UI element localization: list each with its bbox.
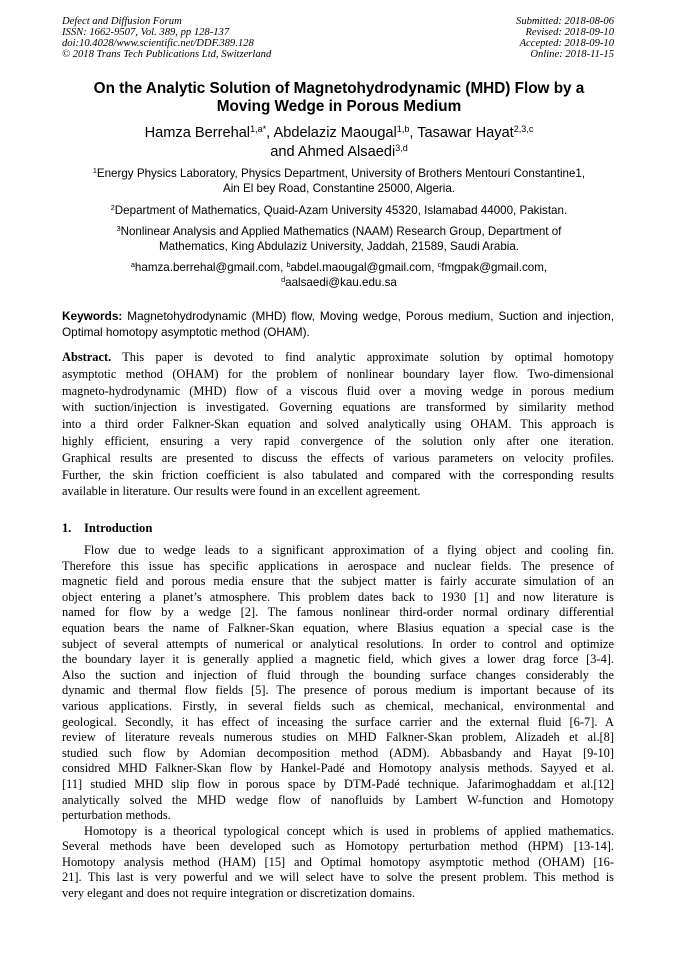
online-date: Online: 2018-11-15 bbox=[530, 49, 614, 60]
abstract-line: Further, the skin friction coefficient is also tabulated and compared with the corresponding results bbox=[62, 467, 614, 482]
authors bbox=[40, 124, 638, 162]
abstract-line: available in literature. Our results were found in an excellent agreement. bbox=[62, 484, 421, 499]
paragraph-line: dynamic and thermal flow fields [5]. The presence of porous medium is important because of its bbox=[62, 683, 614, 698]
author-sup: 1,a* bbox=[250, 124, 267, 135]
author-sup: 1,b bbox=[396, 124, 410, 135]
email: fmgpak@gmail.com, bbox=[441, 261, 548, 274]
abstract-line: magneto-hydrodynamic (MHD) flow of a viscous fluid over a moving wedge in porous medium bbox=[62, 383, 614, 398]
paragraph-line: [11] studied MHD slip flow in porous space by DTM-Padé technique. Jafarimoghaddam et al.[12] bbox=[62, 776, 614, 791]
keywords-label: Keywords: bbox=[62, 309, 123, 323]
email: hamza.berrehal@gmail.com, bbox=[134, 261, 287, 274]
aff-sup: 2 bbox=[110, 203, 115, 213]
paragraph-line: analytically solved the MHD wedge flow of nanofluids by Lambert W-function and Homotopy bbox=[62, 792, 614, 807]
affiliation-3 bbox=[40, 224, 638, 254]
paragraph-line: Also the suction and injection of fluid through the bounding surface changes considerably the bbox=[62, 667, 614, 682]
section-title: Introduction bbox=[84, 521, 153, 535]
paragraph-line: named for flow by a wedge [2]. The famous nonlinear third-order normal ordinary differential bbox=[62, 605, 614, 620]
affiliation-2 bbox=[40, 203, 638, 218]
author: , Tasawar Hayat bbox=[409, 125, 514, 141]
introduction-body bbox=[62, 543, 614, 902]
submitted-date: Submitted: 2018-08-06 bbox=[516, 16, 614, 27]
paragraph-line: Several methods have been developed such as Homotopy perturbation method (HPM) [13-14]. bbox=[62, 839, 614, 854]
accepted-date: Accepted: 2018-09-10 bbox=[519, 38, 614, 49]
paragraph-line: review of literature reveals numerous studies on MHD Falkner-Skan problem, Alizadeh et al.[8] bbox=[62, 730, 614, 745]
aff-sup: 1 bbox=[92, 166, 97, 176]
abstract-line: asymptotic method (OHAM) for the problem of nonlinear boundary layer flow. Two-dimensional bbox=[62, 366, 614, 381]
paragraph-line: geological. Secondly, it has effect of inceasing the surface carrier and the external fluid [6-7]. A bbox=[62, 714, 614, 729]
paragraph-line: the boundary layer it is generally applied a magnetic field, which gives a lower drag force [3-4]. bbox=[62, 652, 614, 667]
paragraph-line: Flow due to wedge leads to a significant approximation of a flying object and cooling fin. bbox=[84, 543, 614, 557]
abstract-line: into a third order Falkner-Skan equation and solved analytically using OHAM. This approach is bbox=[62, 417, 614, 432]
paper-title bbox=[40, 80, 638, 116]
email-sup: a bbox=[130, 260, 135, 270]
email: aalsaedi@kau.edu.sa bbox=[285, 276, 397, 289]
author-sup: 2,3,c bbox=[513, 124, 534, 135]
abstract-line: Graphical results are presented to discuss the effects of various parameters on velocity profiles. bbox=[62, 450, 614, 465]
issn: ISSN: 1662-9507, Vol. 389, pp 128-137 bbox=[62, 27, 230, 38]
revised-date: Revised: 2018-09-10 bbox=[525, 27, 614, 38]
paragraph-line: studied such flow by Adomian decomposition method (ADM). Abbasbandy and Hayat [9-10] bbox=[62, 745, 614, 760]
journal-name: Defect and Diffusion Forum bbox=[62, 16, 182, 27]
aff-text: Nonlinear Analysis and Applied Mathematics (NAAM) Research Group, Department of bbox=[120, 225, 562, 238]
abstract bbox=[62, 349, 614, 500]
section-heading-introduction bbox=[62, 521, 152, 536]
paragraph-line: magnetic field and porous media ensure that the subject matter is fairly accurate simulation of an bbox=[62, 574, 614, 589]
abstract-label: Abstract. bbox=[62, 350, 112, 364]
paragraph-line: 21]. This last is very powerful and we will select have to solve the present problem. This method is bbox=[62, 870, 614, 885]
author: and Ahmed Alsaedi bbox=[270, 144, 396, 160]
aff-sup: 3 bbox=[116, 224, 121, 234]
paragraph-line: various applications. Firstly, in several fields such as chemical, mechanical, environmental and bbox=[62, 698, 614, 713]
paragraph-line: very elegant and does not require integration or discretization domains. bbox=[62, 886, 416, 901]
doi: doi:10.4028/www.scientific.net/DDF.389.128 bbox=[62, 38, 254, 49]
paragraph-line: equation bears the name of Falkner-Skan equation, where Blasius equation a special case is the bbox=[62, 620, 614, 635]
emails bbox=[40, 260, 638, 290]
paragraph-line: Homotopy analysis method (HAM) [15] and Optimal homotopy asymptotic method (OHAM) [16- bbox=[62, 854, 614, 869]
dates-info bbox=[516, 16, 614, 60]
email-sup: b bbox=[286, 260, 291, 270]
email: abdel.maougal@gmail.com, bbox=[290, 261, 438, 274]
abstract-line: highly efficient, ensuring a very rapid convergence of the solution only after one iteration. bbox=[62, 433, 614, 448]
paragraph-line: considred MHD Falkner-Skan flow by Hankel-Padé and Homotopy analysis methods. Sayyed et al. bbox=[62, 761, 614, 776]
copyright: © 2018 Trans Tech Publications Ltd, Switzerland bbox=[62, 49, 272, 60]
author: Hamza Berrehal bbox=[144, 125, 251, 141]
title-line: Moving Wedge in Porous Medium bbox=[216, 98, 462, 115]
abstract-line bbox=[62, 349, 614, 366]
paragraph-line: subject of several attempts of numerical or analytical resolutions. In order to control and optimize bbox=[62, 636, 614, 651]
aff-text: Department of Mathematics, Quaid-Azam University 45320, Islamabad 44000, Pakistan. bbox=[114, 204, 568, 217]
paragraph-line: Homotopy is a theorical typological concept which is used in problems of applied mathematics. bbox=[84, 823, 614, 838]
title-line: On the Analytic Solution of Magnetohydrodynamic (MHD) Flow by a bbox=[93, 80, 585, 97]
keywords-text: Magnetohydrodynamic (MHD) flow, Moving wedge, Porous medium, Suction and injection, Optimal homotopy asymptotic method (OHAM). bbox=[62, 309, 614, 339]
aff-text: Ain El bey Road, Constantine 25000, Algeria. bbox=[222, 182, 456, 195]
section-number: 1. bbox=[62, 521, 72, 535]
abstract-line: with suction/injection is investigated. Governing equations are transformed by similarity method bbox=[62, 400, 614, 415]
affiliation-1 bbox=[40, 166, 638, 196]
email-sup: d bbox=[281, 275, 286, 285]
paragraph-line: Therefore this issue has specific applications in aerospace and nuclear fields. The presence of bbox=[62, 558, 614, 573]
email-sup: c bbox=[437, 260, 442, 270]
author-sup: 3,d bbox=[395, 143, 408, 154]
keywords bbox=[62, 308, 614, 340]
abstract-text: This paper is devoted to find analytic approximate solution by optimal homotopy bbox=[111, 350, 614, 364]
author: , Abdelaziz Maougal bbox=[266, 125, 397, 141]
journal-info bbox=[62, 16, 271, 60]
paragraph-line: perturbation methods. bbox=[62, 808, 171, 823]
paragraph-line: object entering a planet’s atmosphere. This problem dates back to 1930 [1] and now literature is bbox=[62, 589, 614, 604]
aff-text: Energy Physics Laboratory, Physics Department, University of Brothers Mentouri Constantine1, bbox=[96, 167, 586, 180]
aff-text: Mathematics, King Abdulaziz University, Jaddah, 21589, Saudi Arabia. bbox=[158, 240, 520, 253]
